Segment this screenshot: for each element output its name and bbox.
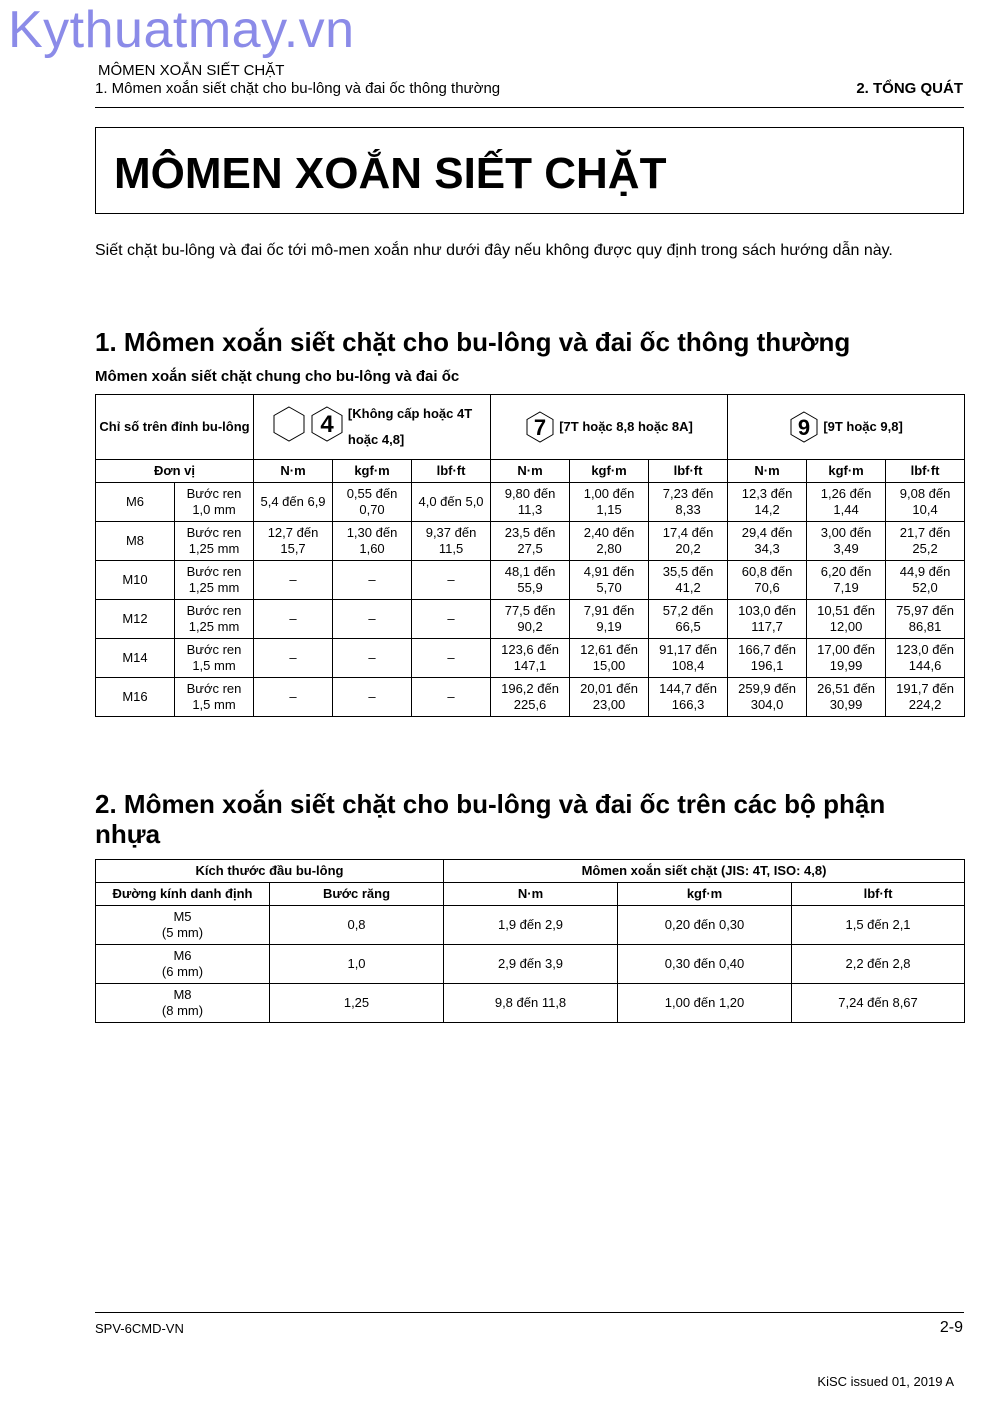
torque-cell <box>649 600 728 639</box>
torque-cell-line: 8,33 <box>675 502 701 517</box>
diameter-cell-line: M8 <box>173 987 192 1002</box>
torque-cell-line: 117,7 <box>751 619 783 634</box>
torque-cell-line: 90,2 <box>517 619 543 634</box>
torque-cell-line: 23,00 <box>592 697 626 712</box>
torque-cell-line: 7,23 đến <box>662 486 714 501</box>
pitch-cell <box>270 945 444 984</box>
torque-cell-line: 23,5 đến <box>504 525 556 540</box>
diameter-cell <box>96 945 270 984</box>
unit-row <box>96 460 965 483</box>
torque-cell <box>333 600 412 639</box>
unit-cell: kgf·m <box>570 460 649 483</box>
bolt-size-cell <box>96 522 175 561</box>
bolt-size-cell-line: M6 <box>125 494 145 509</box>
torque-cell-line: 91,17 đến <box>659 642 717 657</box>
torque-cell-line: 77,5 đến <box>504 603 556 618</box>
section-1-subheading: Mômen xoắn siết chặt chung cho bu-lông và đai ốc <box>95 368 460 385</box>
bolt-size-cell <box>96 561 175 600</box>
diameter-cell-line: (5 mm) <box>161 925 204 940</box>
torque-cell-line: 10,4 <box>912 502 938 517</box>
torque-cell-line: 166,7 đến <box>738 642 796 657</box>
torque-cell <box>254 600 333 639</box>
unit-cell: N·m <box>728 460 807 483</box>
watermark: Kythuatmay.vn <box>8 1 355 59</box>
torque-cell <box>807 522 886 561</box>
torque-cell <box>254 639 333 678</box>
torque-cell-line: 10,51 đến <box>817 603 875 618</box>
torque-cell <box>412 522 491 561</box>
table-row <box>96 483 965 522</box>
torque-cell <box>728 600 807 639</box>
torque-cell-line: 12,00 <box>829 619 863 634</box>
pitch-cell <box>175 522 254 561</box>
pitch-cell-line: 1,25 <box>343 995 370 1010</box>
torque-cell-line: 225,6 <box>513 697 547 712</box>
torque-cell-line: 25,2 <box>912 541 938 556</box>
unit-cell: N·m <box>491 460 570 483</box>
unit-cell: kgf·m <box>333 460 412 483</box>
torque-cell-line: 7,19 <box>833 580 859 595</box>
general-torque-table <box>95 394 965 717</box>
lbfft-cell <box>792 906 965 945</box>
torque-cell-line: 19,99 <box>829 658 863 673</box>
bolt-size-cell-line: M10 <box>122 572 148 587</box>
torque-cell <box>570 639 649 678</box>
unit-cell: N·m <box>254 460 333 483</box>
lbfft-cell-line: 2,2 đến 2,8 <box>845 956 911 971</box>
pitch-cell-line: 1,5 mm <box>192 658 236 673</box>
torque-cell-line: 20,01 đến <box>580 681 638 696</box>
column-header: Bước răng <box>270 883 444 906</box>
torque-cell <box>886 678 965 717</box>
torque-cell-line: 147,1 <box>513 658 547 673</box>
torque-cell-line: 1,26 đến <box>820 486 872 501</box>
torque-cell <box>886 522 965 561</box>
torque-cell-line: 0,70 <box>359 502 385 517</box>
kgfm-cell <box>618 945 792 984</box>
torque-cell-line: 14,2 <box>754 502 780 517</box>
section-1-heading: 1. Mômen xoắn siết chặt cho bu-lông và đai ốc thông thường <box>95 327 851 357</box>
torque-cell-line: 66,5 <box>675 619 701 634</box>
grade-7-mark: 7 <box>534 415 547 440</box>
torque-cell-line: 20,2 <box>675 541 701 556</box>
unit-cell: lbf·ft <box>649 460 728 483</box>
torque-cell <box>491 678 570 717</box>
torque-cell-line: 123,0 đến <box>896 642 954 657</box>
pitch-cell-line: 1,5 mm <box>192 697 236 712</box>
torque-cell-line: 123,6 đến <box>501 642 559 657</box>
torque-cell <box>254 561 333 600</box>
torque-cell-line: 12,7 đến <box>267 525 319 540</box>
torque-cell-line: 4,91 đến <box>583 564 635 579</box>
grade-4-text-a: [Không cấp hoặc 4T <box>347 406 473 421</box>
page-number: 2-9 <box>939 1319 963 1336</box>
torque-cell <box>491 522 570 561</box>
torque-cell-line: 259,9 đến <box>738 681 796 696</box>
torque-cell-line: 12,3 đến <box>741 486 793 501</box>
torque-cell-line: 70,6 <box>754 580 780 595</box>
torque-cell <box>254 678 333 717</box>
torque-cell <box>886 561 965 600</box>
torque-cell <box>728 678 807 717</box>
nm-cell-line: 9,8 đến 11,8 <box>494 995 567 1010</box>
table-row <box>96 678 965 717</box>
torque-cell-line: – <box>368 650 376 665</box>
grade-9-text: [9T hoặc 9,8] <box>823 419 903 434</box>
torque-cell-line: 9,19 <box>596 619 622 634</box>
torque-cell <box>807 600 886 639</box>
unit-cell: lbf·ft <box>412 460 491 483</box>
torque-cell <box>491 639 570 678</box>
lbfft-cell-line: 1,5 đến 2,1 <box>845 917 911 932</box>
diameter-cell-line: (6 mm) <box>161 964 204 979</box>
kgfm-cell <box>618 984 792 1023</box>
torque-cell-line: 1,00 đến <box>583 486 635 501</box>
torque-cell <box>728 522 807 561</box>
torque-cell-line: 5,4 đến 6,9 <box>260 494 326 509</box>
grade-4-hex-icon <box>310 405 344 443</box>
torque-cell <box>412 678 491 717</box>
torque-cell-line: 196,2 đến <box>501 681 559 696</box>
pitch-cell-line: Bước ren <box>186 564 242 579</box>
unit-cell: kgf·m <box>807 460 886 483</box>
torque-cell-line: 166,3 <box>671 697 705 712</box>
torque-cell-line: – <box>289 650 297 665</box>
torque-cell-line: – <box>447 650 455 665</box>
torque-cell-line: 30,99 <box>829 697 863 712</box>
bolt-size-cell-line: M16 <box>122 689 148 704</box>
torque-cell-line: 191,7 đến <box>896 681 954 696</box>
torque-cell-line: 9,80 đến <box>504 486 556 501</box>
torque-cell-line: – <box>447 611 455 626</box>
torque-cell <box>886 600 965 639</box>
torque-cell-line: 224,2 <box>908 697 942 712</box>
table-row <box>96 906 965 945</box>
torque-cell-line: 17,4 đến <box>662 525 714 540</box>
column-header: Đường kính danh định <box>96 883 270 906</box>
torque-cell-line: 11,5 <box>438 541 464 556</box>
torque-cell-line: 34,3 <box>754 541 780 556</box>
torque-cell-line: 27,5 <box>517 541 543 556</box>
torque-cell <box>807 678 886 717</box>
torque-cell-line: 103,0 đến <box>738 603 796 618</box>
torque-cell-line: – <box>289 572 297 587</box>
torque-cell-line: 144,7 đến <box>659 681 717 696</box>
kgfm-cell-line: 1,00 đến 1,20 <box>664 995 745 1010</box>
torque-cell-line: 144,6 <box>908 658 942 673</box>
pitch-cell-line: 1,25 mm <box>188 619 240 634</box>
torque-cell <box>649 678 728 717</box>
plastic-parts-torque-table <box>95 859 965 1023</box>
torque-cell <box>491 561 570 600</box>
pitch-cell <box>175 678 254 717</box>
nm-cell <box>444 984 618 1023</box>
section-2-heading: 2. Mômen xoắn siết chặt cho bu-lông và đai ốc trên các bộ phận nhựa <box>95 789 886 849</box>
unit-cell: lbf·ft <box>886 460 965 483</box>
pitch-cell-line: 1,25 mm <box>188 541 240 556</box>
torque-cell <box>491 600 570 639</box>
plastic-data-rows <box>96 906 965 1023</box>
pitch-cell <box>175 561 254 600</box>
torque-cell-line: 57,2 đến <box>662 603 714 618</box>
torque-cell <box>649 522 728 561</box>
torque-cell-line: 108,4 <box>671 658 705 673</box>
torque-cell-line: 75,97 đến <box>896 603 954 618</box>
torque-cell <box>570 483 649 522</box>
torque-cell-line: – <box>289 611 297 626</box>
torque-cell-line: – <box>447 572 455 587</box>
torque-cell-line: 6,20 đến <box>820 564 872 579</box>
torque-cell <box>649 483 728 522</box>
torque-cell-line: 26,51 đến <box>817 681 875 696</box>
pitch-cell-line: Bước ren <box>186 525 242 540</box>
torque-cell-line: 15,00 <box>592 658 626 673</box>
pitch-cell <box>175 600 254 639</box>
torque-cell-line: 9,37 đến <box>425 525 477 540</box>
plain-hex-head-icon <box>272 405 306 443</box>
bolt-size-cell <box>96 600 175 639</box>
torque-cell-line: 41,2 <box>675 580 701 595</box>
bolt-size-cell-line: M8 <box>125 533 145 548</box>
torque-cell-line: – <box>368 611 376 626</box>
pitch-cell-line: Bước ren <box>186 681 242 696</box>
torque-cell-line: 17,00 đến <box>817 642 875 657</box>
torque-cell <box>649 639 728 678</box>
nm-cell <box>444 945 618 984</box>
torque-cell-line: 9,08 đến <box>899 486 951 501</box>
torque-cell-line: 7,91 đến <box>583 603 635 618</box>
torque-cell-line: 1,30 đến <box>346 525 398 540</box>
torque-cell-line: 44,9 đến <box>899 564 951 579</box>
kgfm-cell <box>618 906 792 945</box>
torque-cell <box>728 561 807 600</box>
table-row <box>96 600 965 639</box>
torque-cell <box>333 483 412 522</box>
torque-cell <box>728 483 807 522</box>
diameter-cell <box>96 984 270 1023</box>
torque-cell <box>886 483 965 522</box>
torque-cell <box>807 639 886 678</box>
torque-cell-line: 21,7 đến <box>899 525 951 540</box>
torque-cell <box>412 600 491 639</box>
table-row <box>96 984 965 1023</box>
torque-cell-line: 11,3 <box>517 502 543 517</box>
torque-cell <box>254 483 333 522</box>
torque-cell <box>570 561 649 600</box>
grade-7-hex-icon <box>525 410 555 444</box>
column-header: lbf·ft <box>792 883 965 906</box>
nm-cell-line: 1,9 đến 2,9 <box>497 917 564 932</box>
intro-paragraph: Siết chặt bu-lông và đai ốc tới mô-men xoắn như dưới đây nếu không được quy định trong sách hướng dẫn này. <box>95 242 893 259</box>
grade-9-hex-icon <box>789 410 819 444</box>
torque-cell <box>886 639 965 678</box>
footer-divider <box>95 1312 964 1313</box>
torque-cell-line: 12,61 đến <box>580 642 638 657</box>
torque-cell-line: 3,49 <box>833 541 859 556</box>
pitch-cell <box>175 639 254 678</box>
torque-cell-line: 1,60 <box>359 541 385 556</box>
torque-cell <box>333 639 412 678</box>
torque-cell-line: 0,55 đến <box>346 486 398 501</box>
torque-cell <box>412 483 491 522</box>
torque-cell-line: 60,8 đến <box>741 564 793 579</box>
nm-cell-line: 2,9 đến 3,9 <box>497 956 564 971</box>
header-divider <box>95 107 964 108</box>
title-box <box>95 127 964 214</box>
pitch-cell-line: Bước ren <box>186 603 242 618</box>
pitch-cell-line: 1,0 <box>347 956 366 971</box>
torque-cell <box>570 522 649 561</box>
torque-data-rows <box>96 483 965 717</box>
running-header-subtitle: 1. Mômen xoắn siết chặt cho bu-lông và đai ốc thông thường <box>95 80 501 97</box>
torque-cell <box>570 678 649 717</box>
grade-4-header <box>254 395 491 460</box>
torque-cell-line: – <box>368 572 376 587</box>
bolt-size-cell-line: M14 <box>122 650 148 665</box>
bolt-size-group-header: Kích thước đầu bu-lông <box>96 860 444 883</box>
bolt-size-cell <box>96 483 175 522</box>
pitch-cell-line: Bước ren <box>186 642 242 657</box>
torque-group-header: Mômen xoắn siết chặt (JIS: 4T, ISO: 4,8) <box>444 860 965 883</box>
torque-cell-line: 15,7 <box>280 541 306 556</box>
diameter-cell-line: M5 <box>173 909 192 924</box>
torque-cell <box>491 483 570 522</box>
grade-9-header <box>728 395 965 460</box>
torque-cell <box>728 639 807 678</box>
torque-cell-line: – <box>289 689 297 704</box>
torque-cell-line: 2,40 đến <box>583 525 635 540</box>
torque-cell-line: – <box>447 689 455 704</box>
grade-9-mark: 9 <box>798 415 811 440</box>
document-code: SPV-6CMD-VN <box>95 1321 184 1336</box>
table-row <box>96 945 965 984</box>
pitch-cell-line: 1,0 mm <box>192 502 236 517</box>
torque-cell-line: 4,0 đến 5,0 <box>418 494 484 509</box>
pitch-cell-line: 0,8 <box>347 917 366 932</box>
torque-cell-line: 1,15 <box>596 502 622 517</box>
pitch-cell <box>270 906 444 945</box>
diameter-cell-line: (8 mm) <box>161 1003 204 1018</box>
table-row <box>96 561 965 600</box>
torque-cell-line: 35,5 đến <box>662 564 714 579</box>
torque-cell-line: 304,0 <box>750 697 784 712</box>
grade-7-text: [7T hoặc 8,8 hoặc 8A] <box>559 419 693 434</box>
bolt-head-mark-label: Chỉ số trên đỉnh bu-lông <box>96 395 254 460</box>
torque-cell <box>649 561 728 600</box>
column-header: N·m <box>444 883 618 906</box>
page-title: MÔMEN XOẮN SIẾT CHẶT <box>114 149 667 198</box>
torque-cell <box>254 522 333 561</box>
torque-cell <box>412 561 491 600</box>
torque-cell-line: 48,1 đến <box>504 564 556 579</box>
lbfft-cell-line: 7,24 đến 8,67 <box>838 995 918 1010</box>
column-header: kgf·m <box>618 883 792 906</box>
lbfft-cell <box>792 945 965 984</box>
pitch-cell-line: 1,25 mm <box>188 580 240 595</box>
torque-cell <box>412 639 491 678</box>
table-row <box>96 522 965 561</box>
grade-4-text-b: hoặc 4,8] <box>347 432 405 447</box>
kgfm-cell-line: 0,20 đến 0,30 <box>664 917 745 932</box>
torque-cell <box>807 561 886 600</box>
pitch-cell-line: Bước ren <box>186 486 242 501</box>
torque-cell-line: 29,4 đến <box>741 525 793 540</box>
running-header-section: 2. TỔNG QUÁT <box>856 80 963 97</box>
torque-cell-line: 86,81 <box>908 619 942 634</box>
torque-cell <box>333 522 412 561</box>
table-row <box>96 639 965 678</box>
torque-cell-line: 55,9 <box>517 580 543 595</box>
bolt-size-cell-line: M12 <box>122 611 148 626</box>
grade-7-header <box>491 395 728 460</box>
torque-cell-line: 2,80 <box>596 541 622 556</box>
unit-label: Đơn vị <box>96 460 254 483</box>
nm-cell <box>444 906 618 945</box>
torque-cell-line: 52,0 <box>912 580 938 595</box>
pitch-cell <box>175 483 254 522</box>
pitch-cell <box>270 984 444 1023</box>
diameter-cell-line: M6 <box>173 948 192 963</box>
running-header-title: MÔMEN XOẮN SIẾT CHẶT <box>98 62 285 79</box>
kgfm-cell-line: 0,30 đến 0,40 <box>664 956 745 971</box>
grade-4-mark: 4 <box>320 411 334 438</box>
torque-cell-line: – <box>368 689 376 704</box>
torque-cell-line: 196,1 <box>750 658 784 673</box>
torque-cell-line: 1,44 <box>833 502 859 517</box>
torque-cell-line: 3,00 đến <box>820 525 872 540</box>
torque-cell <box>807 483 886 522</box>
torque-cell <box>333 678 412 717</box>
issued-note: KiSC issued 01, 2019 A <box>817 1374 954 1389</box>
lbfft-cell <box>792 984 965 1023</box>
torque-cell <box>570 600 649 639</box>
bolt-size-cell <box>96 678 175 717</box>
diameter-cell <box>96 906 270 945</box>
torque-cell <box>333 561 412 600</box>
bolt-size-cell <box>96 639 175 678</box>
torque-cell-line: 5,70 <box>596 580 622 595</box>
